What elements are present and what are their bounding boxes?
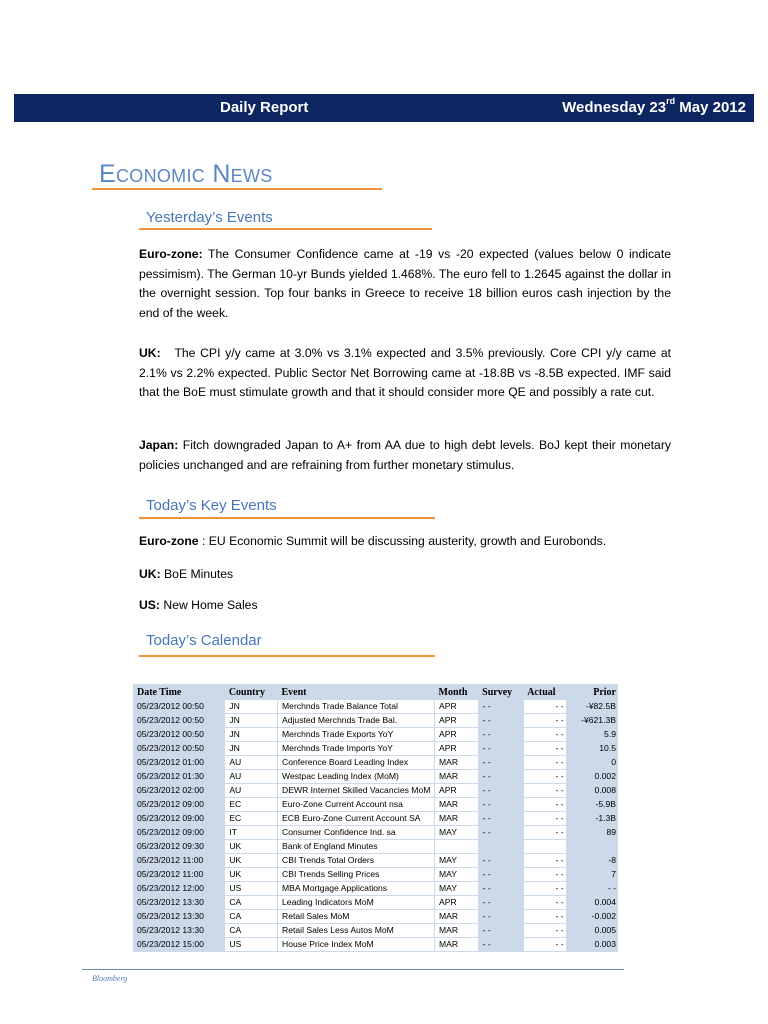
cell-country: CA <box>225 896 278 910</box>
cell-survey: - - <box>482 868 491 879</box>
cell-month: MAR <box>435 910 479 924</box>
calendar-body <box>133 700 618 952</box>
cell-actual: - - <box>523 868 566 882</box>
cell-month: MAR <box>435 938 479 952</box>
cell-event: Consumer Confidence Ind. sa <box>278 826 435 840</box>
table-row <box>133 854 618 868</box>
cell-event: Adjusted Merchnds Trade Bal. <box>278 714 435 728</box>
cell-event: Retail Sales Less Autos MoM <box>278 924 435 938</box>
cell-month: APR <box>435 700 479 714</box>
cell-country: JN <box>225 742 278 756</box>
cell-actual: - - <box>523 938 566 952</box>
cell-prior: 0 <box>611 756 616 767</box>
cell-actual: - - <box>523 756 566 770</box>
table-row <box>133 882 618 896</box>
cell-actual: - - <box>523 896 566 910</box>
yesterday-heading-rule <box>139 228 432 230</box>
cell-prior: 0.004 <box>594 896 616 907</box>
cell-month: MAY <box>435 882 479 896</box>
cell-survey: - - <box>482 826 491 837</box>
cell-datetime: 05/23/2012 13:30 <box>137 910 204 921</box>
cell-month: MAY <box>435 868 479 882</box>
cell-country: AU <box>225 770 278 784</box>
table-row <box>133 798 618 812</box>
col-header-country: Country <box>228 686 265 698</box>
cell-datetime: 05/23/2012 01:00 <box>137 756 204 767</box>
calendar-heading-rule <box>139 655 435 657</box>
cell-country: CA <box>225 910 278 924</box>
cell-survey: - - <box>482 812 491 823</box>
cell-actual: - - <box>523 728 566 742</box>
cell-prior: -¥621.3B <box>581 714 616 725</box>
col-header-survey: Survey <box>482 686 513 698</box>
cell-prior: 0.008 <box>594 784 616 795</box>
cell-prior: - - <box>607 882 616 893</box>
cell-datetime: 05/23/2012 09:00 <box>137 798 204 809</box>
cell-survey: - - <box>482 798 491 809</box>
cell-survey <box>478 840 523 854</box>
table-row <box>133 784 618 798</box>
table-row <box>133 868 618 882</box>
japan-label: Japan: <box>139 438 179 452</box>
cell-datetime: 05/23/2012 13:30 <box>137 924 204 935</box>
yesterday-eurozone-paragraph <box>139 245 671 323</box>
cell-month: APR <box>435 896 479 910</box>
cell-prior: -1.3B <box>595 812 616 823</box>
cell-actual: - - <box>523 924 566 938</box>
cell-month: APR <box>435 714 479 728</box>
cell-event: Merchnds Trade Exports YoY <box>278 728 435 742</box>
today-eurozone-label: Euro-zone <box>139 534 199 548</box>
cell-survey: - - <box>482 882 491 893</box>
cell-datetime: 05/23/2012 00:50 <box>137 700 204 711</box>
cell-datetime: 05/23/2012 15:00 <box>137 938 204 949</box>
cell-actual <box>523 840 566 854</box>
table-row <box>133 840 618 854</box>
col-header-prior: Prior <box>593 686 616 698</box>
table-row <box>133 742 618 756</box>
table-row <box>133 770 618 784</box>
calendar-header-row <box>133 684 618 700</box>
col-header-datetime: Date Time <box>137 686 182 698</box>
cell-month: MAR <box>435 798 479 812</box>
table-row <box>133 756 618 770</box>
cell-prior: 0.003 <box>594 938 616 949</box>
table-row <box>133 910 618 924</box>
table-row <box>133 896 618 910</box>
cell-month: APR <box>435 784 479 798</box>
cell-actual: - - <box>523 882 566 896</box>
uk-label: UK: <box>139 346 161 360</box>
cell-datetime: 05/23/2012 00:50 <box>137 714 204 725</box>
col-header-month: Month <box>438 686 468 698</box>
cell-survey: - - <box>482 938 491 949</box>
cell-actual: - - <box>523 770 566 784</box>
cell-month: MAY <box>435 826 479 840</box>
cell-prior: -5.9B <box>595 798 616 809</box>
cell-event: Merchnds Trade Balance Total <box>278 700 435 714</box>
table-row <box>133 938 618 952</box>
cell-event: CBI Trends Total Orders <box>278 854 435 868</box>
cell-country: UK <box>225 868 278 882</box>
cell-prior: -¥82.5B <box>585 700 616 711</box>
cell-country: AU <box>225 784 278 798</box>
cell-country: EC <box>225 812 278 826</box>
section-title: Economic News <box>99 160 273 188</box>
cell-event: Merchnds Trade Imports YoY <box>278 742 435 756</box>
cell-survey: - - <box>482 700 491 711</box>
cell-country: US <box>225 938 278 952</box>
report-header-banner <box>14 94 754 122</box>
footer-source: Bloomberg <box>92 974 128 983</box>
col-header-event: Event <box>281 686 307 698</box>
cell-month: MAY <box>435 854 479 868</box>
cell-survey: - - <box>482 770 491 781</box>
japan-text: Fitch downgraded Japan to A+ from AA due to high debt levels. BoJ kept their monetary policies unchanged and are refraining from further monetary stimulus. <box>139 438 671 472</box>
cell-datetime: 05/23/2012 00:50 <box>137 728 204 739</box>
cell-datetime: 05/23/2012 02:00 <box>137 784 204 795</box>
cell-datetime: 05/23/2012 01:30 <box>137 770 204 781</box>
cell-event: Euro-Zone Current Account nsa <box>278 798 435 812</box>
cell-prior: 89 <box>606 826 616 837</box>
cell-prior: 0.005 <box>594 924 616 935</box>
cell-survey: - - <box>482 854 491 865</box>
cell-event: ECB Euro-Zone Current Account SA <box>278 812 435 826</box>
cell-actual: - - <box>523 910 566 924</box>
cell-country: US <box>225 882 278 896</box>
cell-datetime: 05/23/2012 00:50 <box>137 742 204 753</box>
cell-survey: - - <box>482 756 491 767</box>
today-uk-line <box>139 567 233 581</box>
today-uk-text: BoE Minutes <box>160 567 234 581</box>
report-date <box>562 96 746 116</box>
today-eurozone-line <box>139 534 606 548</box>
cell-prior: -0.002 <box>591 910 616 921</box>
cell-event: CBI Trends Selling Prices <box>278 868 435 882</box>
cell-country: UK <box>225 854 278 868</box>
uk-text: The CPI y/y came at 3.0% vs 3.1% expected and 3.5% previously. Core CPI y/y came at 2.1% vs 2.2% expected. Public Sector Net Borrowing came at -18.8B vs -8.5B expected. IMF said that the BoE must stimulate growth and that it should consider more QE and possibly a rate cut. <box>139 346 675 399</box>
cell-actual: - - <box>523 812 566 826</box>
cell-prior <box>566 840 618 854</box>
cell-month: APR <box>435 728 479 742</box>
cell-survey: - - <box>482 742 491 753</box>
cell-month: MAR <box>435 812 479 826</box>
cell-actual: - - <box>523 826 566 840</box>
cell-datetime: 05/23/2012 09:00 <box>137 826 204 837</box>
cell-country: IT <box>225 826 278 840</box>
date-prefix: Wednesday 23 <box>562 99 667 116</box>
cell-survey: - - <box>482 714 491 725</box>
table-row <box>133 826 618 840</box>
cell-prior: -8 <box>608 854 616 865</box>
cell-actual: - - <box>523 700 566 714</box>
report-title: Daily Report <box>220 99 309 116</box>
cell-event: Bank of England Minutes <box>278 840 435 854</box>
cell-country: CA <box>225 924 278 938</box>
cell-event: Retail Sales MoM <box>278 910 435 924</box>
footer-rule <box>82 969 624 970</box>
cell-month: MAR <box>435 770 479 784</box>
section-title-rule <box>92 188 382 190</box>
cell-actual: - - <box>523 798 566 812</box>
table-row <box>133 728 618 742</box>
cell-survey: - - <box>482 896 491 907</box>
cell-datetime: 05/23/2012 11:00 <box>137 868 204 879</box>
cell-country: UK <box>225 840 278 854</box>
cell-actual: - - <box>523 742 566 756</box>
cell-survey: - - <box>482 784 491 795</box>
cell-event: Leading Indicators MoM <box>278 896 435 910</box>
cell-country: JN <box>225 700 278 714</box>
eurozone-text: The Consumer Confidence came at -19 vs -20 expected (values below 0 indicate pessimism). The German 10-yr Bunds yielded 1.468%. The euro fell to 1.2645 against the dollar in the overnight session. Top four banks in Greece to receive 18 billion euros cash injection by the end of the week. <box>139 247 671 320</box>
cell-country: AU <box>225 756 278 770</box>
cell-prior: 5.9 <box>604 728 616 739</box>
cell-survey: - - <box>482 728 491 739</box>
cell-prior: 7 <box>611 868 616 879</box>
col-header-actual: Actual <box>527 686 556 698</box>
cell-country: JN <box>225 728 278 742</box>
cell-month: MAR <box>435 924 479 938</box>
today-heading: Today’s Key Events <box>146 497 277 514</box>
economic-calendar-table <box>133 684 618 952</box>
cell-country: JN <box>225 714 278 728</box>
cell-datetime: 05/23/2012 09:00 <box>137 812 204 823</box>
today-eurozone-text: : EU Economic Summit will be discussing austerity, growth and Eurobonds. <box>198 534 607 548</box>
table-row <box>133 924 618 938</box>
today-heading-rule <box>139 517 435 519</box>
cell-month: APR <box>435 742 479 756</box>
cell-month: MAR <box>435 756 479 770</box>
today-us-line <box>139 598 258 612</box>
table-row <box>133 714 618 728</box>
cell-event: House Price Index MoM <box>278 938 435 952</box>
yesterday-japan-paragraph <box>139 436 671 475</box>
cell-datetime: 05/23/2012 11:00 <box>137 854 204 865</box>
eurozone-label: Euro-zone: <box>139 247 203 261</box>
yesterday-uk-paragraph <box>139 344 675 403</box>
cell-prior: 0.002 <box>594 770 616 781</box>
date-suffix: May 2012 <box>675 99 746 116</box>
cell-survey: - - <box>482 910 491 921</box>
cell-event: DEWR Internet Skilled Vacancies MoM <box>278 784 435 798</box>
table-row <box>133 812 618 826</box>
cell-datetime: 05/23/2012 09:30 <box>137 840 204 851</box>
cell-actual: - - <box>523 784 566 798</box>
cell-prior: 10.5 <box>599 742 616 753</box>
yesterday-heading: Yesterday’s Events <box>146 209 273 226</box>
cell-event: Westpac Leading Index (MoM) <box>278 770 435 784</box>
table-row <box>133 700 618 714</box>
cell-actual: - - <box>523 854 566 868</box>
cell-month <box>435 840 479 854</box>
date-ordinal: rd <box>666 96 676 106</box>
cell-country: EC <box>225 798 278 812</box>
cell-datetime: 05/23/2012 13:30 <box>137 896 204 907</box>
cell-actual: - - <box>523 714 566 728</box>
today-us-text: New Home Sales <box>160 598 258 612</box>
cell-datetime: 05/23/2012 12:00 <box>137 882 204 893</box>
cell-event: Conference Board Leading Index <box>278 756 435 770</box>
today-uk-label: UK: <box>139 567 161 581</box>
calendar-heading: Today’s Calendar <box>146 632 262 649</box>
cell-event: MBA Mortgage Applications <box>278 882 435 896</box>
cell-survey: - - <box>482 924 491 935</box>
today-us-label: US: <box>139 598 160 612</box>
